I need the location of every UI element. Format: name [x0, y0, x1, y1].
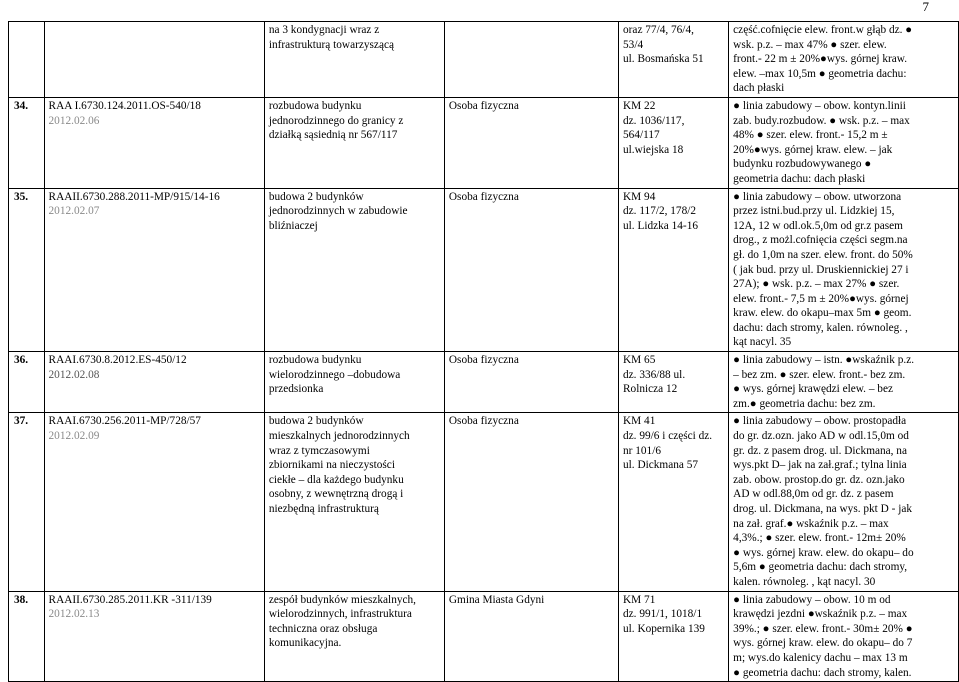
- conditions-line: dach płaski: [733, 82, 785, 95]
- conditions-line: front.- 22 m ± 20%●wys. górnej kraw.: [733, 53, 908, 66]
- location-line: ul. Kopernika 139: [623, 622, 705, 635]
- table-row: [9, 413, 959, 591]
- location-line: KM 71: [623, 593, 656, 606]
- desc-line: zespół budynków mieszkalnych,: [268, 593, 416, 606]
- location-line: 564/117: [623, 129, 660, 142]
- conditions-line: m; wys.do kalenicy dachu – max 13 m: [733, 651, 908, 664]
- location-line: nr 101/6: [623, 444, 661, 457]
- location-line: Rolnicza 12: [623, 383, 678, 396]
- conditions-line: elew. front.- 7,5 m ± 20%●wys. górnej: [733, 292, 909, 305]
- desc-line: na 3 kondygnacji wraz z: [268, 24, 380, 36]
- conditions-line: 12A, 12 w odl.ok.5,0m od gr.z pasem: [733, 219, 903, 232]
- row-number: 34.: [9, 97, 45, 188]
- row-reference: [44, 352, 264, 413]
- row-reference: [44, 413, 264, 591]
- row-description: [264, 188, 444, 352]
- row-applicant: [444, 22, 618, 98]
- table-row: [9, 188, 959, 352]
- conditions-line: kąt nacyl. 35: [733, 336, 792, 349]
- conditions-line: geometria dachu: dach płaski: [733, 172, 866, 185]
- row-reference: [44, 97, 264, 188]
- row-number: 38.: [9, 591, 45, 682]
- conditions-line: 20%●wys. górnej kraw. elew. – jak: [733, 143, 893, 156]
- reference-date: 2012.02.09: [48, 430, 100, 443]
- row-reference: [44, 591, 264, 682]
- row-location: [619, 352, 729, 413]
- location-line: ul. Lidzka 14-16: [623, 219, 698, 232]
- conditions-line: ● linia zabudowy – obow. utworzona: [733, 190, 902, 203]
- desc-line: niezbędną infrastrukturą: [268, 503, 379, 515]
- conditions-line: część.cofnięcie elew. front.w głąb dz. ●: [733, 24, 913, 36]
- desc-line: infrastrukturą towarzyszącą: [268, 38, 394, 51]
- conditions-line: ● wys. górnej kraw. elew. do okapu– do: [733, 546, 914, 559]
- row-location: [619, 413, 729, 591]
- conditions-line: ● geometria dachu: dach stromy, kalen.: [733, 666, 912, 679]
- row-description: [264, 352, 444, 413]
- location-line: KM 65: [623, 354, 656, 367]
- reference-date: 2012.02.06: [48, 114, 100, 127]
- conditions-line: wsk. p.z. – max 47% ● szer. elew.: [733, 38, 887, 51]
- desc-line: osobny, z wewnętrzną drogą i: [268, 488, 404, 501]
- location-line: ul.wiejska 18: [623, 143, 684, 156]
- row-description: [264, 97, 444, 188]
- row-conditions: [729, 97, 959, 188]
- desc-line: ciekłe – dla każdego budynku: [268, 473, 404, 486]
- reference-signature: RAA I.6730.124.2011.OS-540/18: [48, 99, 201, 112]
- conditions-line: wys.pkt D– jak na zał.graf.; tylna linia: [733, 459, 907, 472]
- row-number: 35.: [9, 188, 45, 352]
- conditions-line: do gr. dz.ozn. jako AD w odl.15,0m od: [733, 430, 909, 443]
- conditions-line: ● linia zabudowy – obow. prostopadła: [733, 415, 907, 428]
- reference-date: 2012.02.08: [48, 368, 100, 381]
- row-location: [619, 591, 729, 682]
- location-line: KM 22: [623, 99, 656, 112]
- location-line: ul. Dickmana 57: [623, 459, 698, 472]
- location-line: oraz 77/4, 76/4,: [623, 24, 694, 36]
- desc-line: budowa 2 budynków: [268, 190, 364, 203]
- row-conditions: [729, 413, 959, 591]
- location-line: dz. 991/1, 1018/1: [623, 608, 703, 621]
- reference-date: 2012.02.13: [48, 608, 100, 621]
- conditions-line: dachu: dach stromy, kalen. równoleg. ,: [733, 321, 908, 334]
- conditions-line: elew. –max 10,5m ● geometria dachu:: [733, 67, 907, 80]
- table-row: [9, 22, 959, 98]
- row-number: 37.: [9, 413, 45, 591]
- conditions-line: 4,3%.; ● szer. elew. front.- 12m± 20%: [733, 532, 906, 545]
- row-conditions: [729, 591, 959, 682]
- conditions-line: AD w odl.88,0m od gr. dz. z pasem: [733, 488, 894, 501]
- conditions-line: 27A); ● wsk. p.z. – max 27% ● szer.: [733, 278, 900, 291]
- row-number: 36.: [9, 352, 45, 413]
- location-line: ul. Bosmańska 51: [623, 53, 704, 66]
- conditions-line: na zał. graf.● wskaźnik p.z. – max: [733, 517, 889, 530]
- conditions-line: ● linia zabudowy – obow. 10 m od: [733, 593, 891, 606]
- location-line: KM 94: [623, 190, 656, 203]
- conditions-line: ( jak bud. przy ul. Druskiennickiej 27 i: [733, 263, 909, 276]
- location-line: dz. 99/6 i części dz.: [623, 430, 713, 443]
- desc-line: mieszkalnych jednorodzinnych: [268, 430, 410, 443]
- row-applicant: Osoba fizyczna: [444, 97, 618, 188]
- conditions-line: budynku rozbudowywanego ●: [733, 158, 872, 171]
- conditions-line: ● linia zabudowy – istn. ●wskaźnik p.z.: [733, 354, 915, 367]
- row-reference: [44, 22, 264, 98]
- conditions-line: 5,6m ● geometria dachu: dach stromy,: [733, 561, 908, 574]
- conditions-line: kraw. elew. do okapu–max 5m ● geom.: [733, 307, 912, 320]
- row-description: [264, 591, 444, 682]
- conditions-line: 39%.; ● szer. elew. front.- 30m± 20% ●: [733, 622, 913, 635]
- conditions-line: zab. obow. prostop.do gr. dz. ozn.jako: [733, 473, 905, 486]
- location-line: dz. 117/2, 178/2: [623, 205, 697, 218]
- page-number: 7: [922, 0, 929, 14]
- row-reference: [44, 188, 264, 352]
- row-conditions: [729, 352, 959, 413]
- desc-line: wielorodzinnych, infrastruktura: [268, 608, 412, 621]
- conditions-line: ● linia zabudowy – obow. kontyn.linii: [733, 99, 906, 112]
- conditions-line: wys. górnej kraw. elew. do okapu– do 7: [733, 637, 913, 650]
- reference-signature: RAAII.6730.288.2011-MP/915/14-16: [48, 190, 220, 203]
- desc-line: zbiornikami na nieczystości: [268, 459, 395, 472]
- conditions-line: przez istni.bud.przy ul. Lidzkiej 15,: [733, 205, 895, 218]
- desc-line: jednorodzinnych w zabudowie: [268, 205, 408, 218]
- conditions-line: 48% ● szer. elew. front.- 15,2 m ±: [733, 129, 888, 142]
- desc-line: techniczna oraz obsługa: [268, 622, 378, 635]
- reference-signature: RAAI.6730.256.2011-MP/728/57: [48, 415, 201, 428]
- conditions-line: gr. dz. z pasem drog. ul. Dickmana, na: [733, 444, 907, 457]
- table-row: [9, 352, 959, 413]
- location-line: 53/4: [623, 38, 644, 51]
- row-description: [264, 413, 444, 591]
- desc-line: budowa 2 budynków: [268, 415, 364, 428]
- desc-line: rozbudowa budynku: [268, 99, 362, 112]
- row-number: [9, 22, 45, 98]
- conditions-line: ● wys. górnej krawędzi elew. – bez: [733, 383, 893, 396]
- desc-line: wraz z tymczasowymi: [268, 444, 370, 457]
- row-applicant: Osoba fizyczna: [444, 352, 618, 413]
- reference-signature: RAAII.6730.285.2011.KR -311/139: [48, 593, 212, 606]
- conditions-line: kalen. równoleg. , kąt nacyl. 30: [733, 575, 876, 588]
- desc-line: działką sąsiednią nr 567/117: [268, 129, 398, 142]
- reference-date: 2012.02.07: [48, 205, 100, 218]
- table-row: [9, 97, 959, 188]
- desc-line: bliźniaczej: [268, 219, 318, 232]
- desc-line: komunikacyjna.: [268, 637, 342, 650]
- conditions-line: gł. do 1,0m na szer. elew. front. do 50%: [733, 248, 913, 261]
- location-line: dz. 1036/117,: [623, 114, 685, 127]
- conditions-line: zm.● geometria dachu: bez zm.: [733, 397, 876, 410]
- conditions-line: – bez zm. ● szer. elew. front.- bez zm.: [733, 368, 906, 381]
- desc-line: przedsionka: [268, 383, 324, 396]
- row-conditions: [729, 22, 959, 98]
- location-line: dz. 336/88 ul.: [623, 368, 686, 381]
- desc-line: wielorodzinnego –dobudowa: [268, 368, 401, 381]
- location-line: KM 41: [623, 415, 656, 428]
- row-location: [619, 97, 729, 188]
- row-conditions: [729, 188, 959, 352]
- row-location: [619, 188, 729, 352]
- row-applicant: Gmina Miasta Gdyni: [444, 591, 618, 682]
- desc-line: jednorodzinnego do granicy z: [268, 114, 404, 127]
- row-applicant: Osoba fizyczna: [444, 413, 618, 591]
- reference-signature: RAAI.6730.8.2012.ES-450/12: [48, 354, 187, 367]
- conditions-line: zab. budy.rozbudow. ● wsk. p.z. – max: [733, 114, 910, 127]
- row-location: [619, 22, 729, 98]
- conditions-line: krawędzi jezdni ●wskaźnik p.z. – max: [733, 608, 908, 621]
- row-applicant: Osoba fizyczna: [444, 188, 618, 352]
- conditions-line: drog., z możl.cofnięcia części segm.na: [733, 234, 908, 247]
- row-description: [264, 22, 444, 98]
- table-row: [9, 591, 959, 682]
- conditions-line: drog. ul. Dickmana, na wys. pkt D - jak: [733, 503, 913, 515]
- desc-line: rozbudowa budynku: [268, 354, 362, 367]
